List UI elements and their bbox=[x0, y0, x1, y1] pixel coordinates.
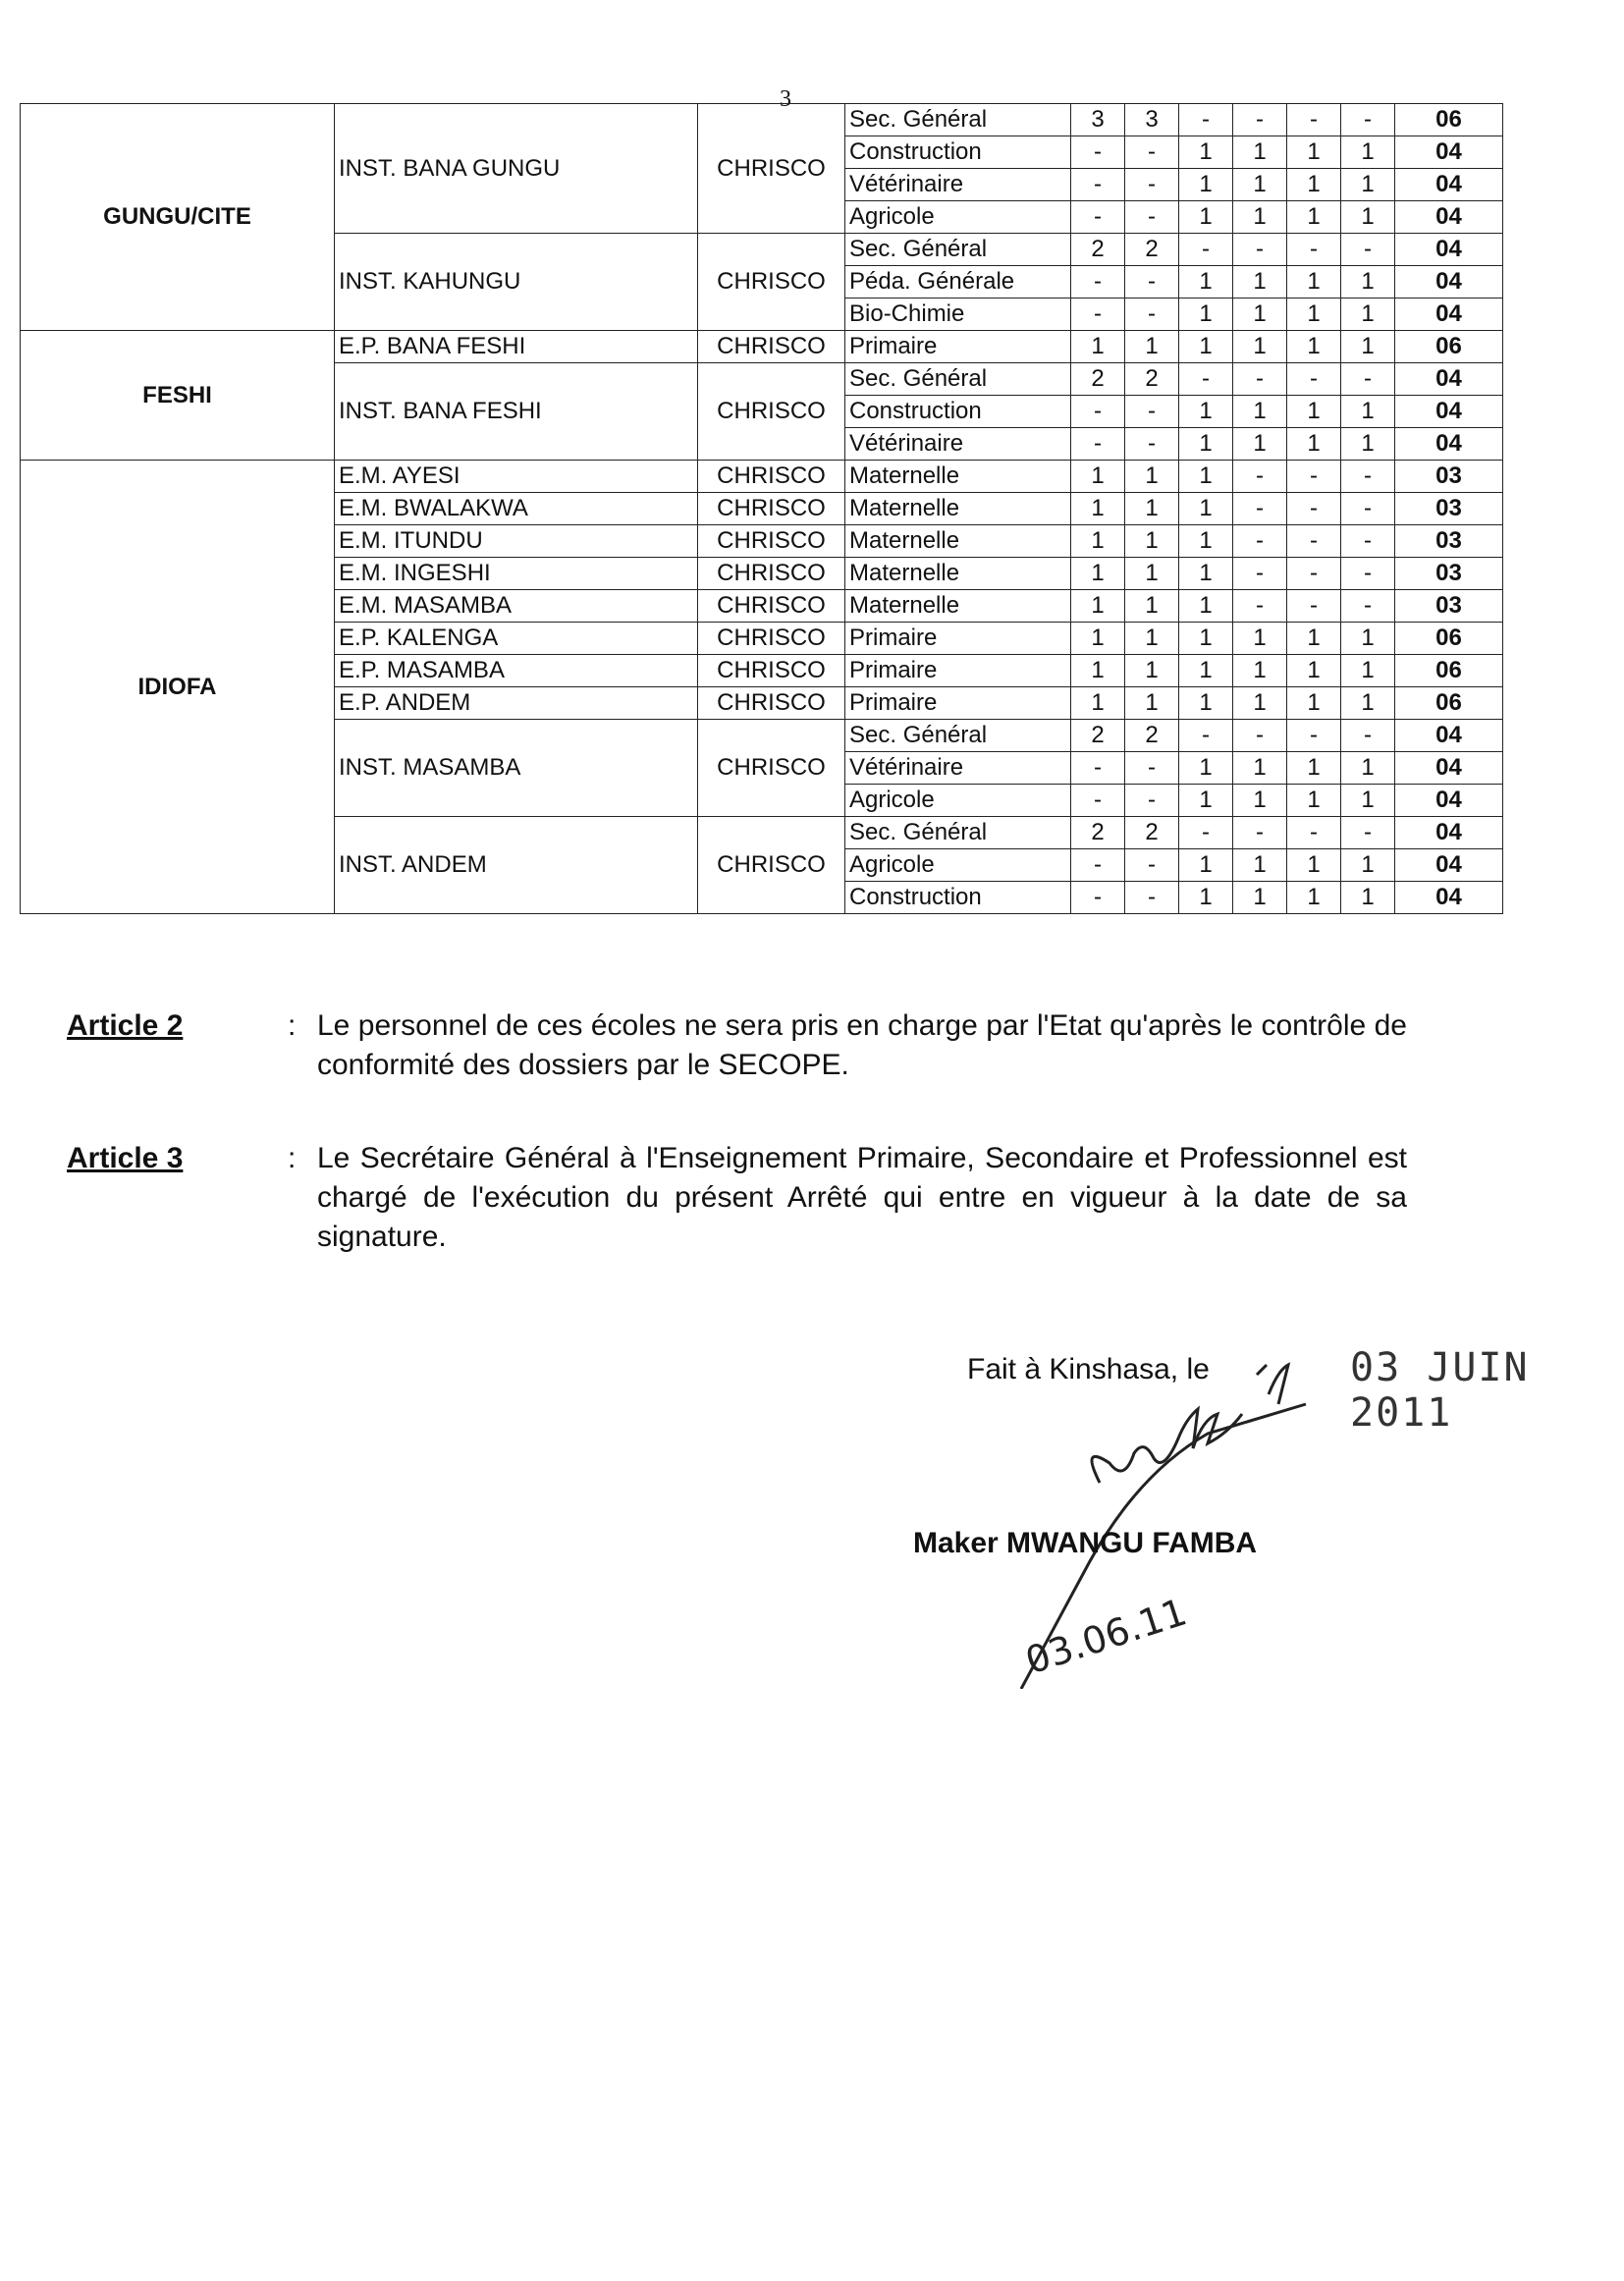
district-cell: FESHI bbox=[21, 331, 335, 461]
value-cell: 1 bbox=[1179, 169, 1233, 201]
district-cell: IDIOFA bbox=[21, 461, 335, 914]
value-cell: 1 bbox=[1071, 623, 1125, 655]
value-cell: 1 bbox=[1233, 882, 1287, 914]
total-cell: 04 bbox=[1395, 396, 1503, 428]
value-cell: - bbox=[1287, 590, 1341, 623]
value-cell: 1 bbox=[1125, 623, 1179, 655]
value-cell: 1 bbox=[1233, 752, 1287, 785]
value-cell: 1 bbox=[1233, 687, 1287, 720]
value-cell: - bbox=[1125, 299, 1179, 331]
value-cell: 1 bbox=[1341, 331, 1395, 363]
article-text: Le personnel de ces écoles ne sera pris en charge par l'Etat qu'après le contrôle de conformité des dossiers par le SECOPE. bbox=[317, 1009, 1407, 1081]
value-cell: 1 bbox=[1287, 136, 1341, 169]
value-cell: 1 bbox=[1179, 201, 1233, 234]
total-cell: 04 bbox=[1395, 299, 1503, 331]
school-cell: INST. BANA GUNGU bbox=[335, 104, 698, 234]
option-cell: Maternelle bbox=[845, 558, 1071, 590]
value-cell: 1 bbox=[1125, 590, 1179, 623]
value-cell: 2 bbox=[1071, 817, 1125, 849]
value-cell: 1 bbox=[1287, 752, 1341, 785]
signatory-name: Maker MWANGU FAMBA bbox=[913, 1527, 1258, 1559]
school-cell: E.M. BWALAKWA bbox=[335, 493, 698, 525]
value-cell: 1 bbox=[1341, 752, 1395, 785]
school-cell: E.P. BANA FESHI bbox=[335, 331, 698, 363]
option-cell: Agricole bbox=[845, 849, 1071, 882]
value-cell: 1 bbox=[1341, 428, 1395, 461]
total-cell: 04 bbox=[1395, 136, 1503, 169]
value-cell: 1 bbox=[1071, 525, 1125, 558]
value-cell: 1 bbox=[1287, 623, 1341, 655]
value-cell: - bbox=[1287, 817, 1341, 849]
option-cell: Maternelle bbox=[845, 590, 1071, 623]
value-cell: 1 bbox=[1341, 169, 1395, 201]
value-cell: 1 bbox=[1125, 655, 1179, 687]
value-cell: - bbox=[1341, 104, 1395, 136]
value-cell: 1 bbox=[1287, 882, 1341, 914]
value-cell: - bbox=[1233, 461, 1287, 493]
network-cell: CHRISCO bbox=[698, 461, 845, 493]
value-cell: 1 bbox=[1287, 785, 1341, 817]
value-cell: 1 bbox=[1179, 752, 1233, 785]
value-cell: 1 bbox=[1341, 136, 1395, 169]
total-cell: 04 bbox=[1395, 234, 1503, 266]
value-cell: 1 bbox=[1233, 169, 1287, 201]
value-cell: 3 bbox=[1125, 104, 1179, 136]
network-cell: CHRISCO bbox=[698, 817, 845, 914]
school-cell: E.M. INGESHI bbox=[335, 558, 698, 590]
handwritten-date: 03.06.11 bbox=[1020, 1590, 1192, 1683]
value-cell: - bbox=[1341, 461, 1395, 493]
value-cell: - bbox=[1287, 104, 1341, 136]
option-cell: Agricole bbox=[845, 201, 1071, 234]
network-cell: CHRISCO bbox=[698, 558, 845, 590]
value-cell: 1 bbox=[1341, 882, 1395, 914]
value-cell: - bbox=[1125, 396, 1179, 428]
option-cell: Sec. Général bbox=[845, 104, 1071, 136]
value-cell: - bbox=[1233, 525, 1287, 558]
value-cell: - bbox=[1287, 558, 1341, 590]
total-cell: 04 bbox=[1395, 882, 1503, 914]
value-cell: 1 bbox=[1341, 849, 1395, 882]
option-cell: Péda. Générale bbox=[845, 266, 1071, 299]
network-cell: CHRISCO bbox=[698, 104, 845, 234]
total-cell: 04 bbox=[1395, 785, 1503, 817]
value-cell: - bbox=[1125, 882, 1179, 914]
value-cell: - bbox=[1233, 558, 1287, 590]
total-cell: 03 bbox=[1395, 590, 1503, 623]
value-cell: 1 bbox=[1125, 558, 1179, 590]
value-cell: - bbox=[1233, 363, 1287, 396]
value-cell: - bbox=[1125, 785, 1179, 817]
option-cell: Construction bbox=[845, 396, 1071, 428]
value-cell: 1 bbox=[1287, 201, 1341, 234]
value-cell: - bbox=[1179, 363, 1233, 396]
value-cell: 1 bbox=[1287, 299, 1341, 331]
article-colon: : bbox=[288, 1142, 297, 1174]
value-cell: 1 bbox=[1179, 655, 1233, 687]
option-cell: Vétérinaire bbox=[845, 752, 1071, 785]
article-label: Article 3 bbox=[67, 1142, 184, 1174]
value-cell: 1 bbox=[1341, 687, 1395, 720]
total-cell: 06 bbox=[1395, 331, 1503, 363]
value-cell: 1 bbox=[1179, 299, 1233, 331]
option-cell: Vétérinaire bbox=[845, 169, 1071, 201]
option-cell: Sec. Général bbox=[845, 234, 1071, 266]
school-cell: E.M. AYESI bbox=[335, 461, 698, 493]
value-cell: - bbox=[1071, 428, 1125, 461]
value-cell: 1 bbox=[1071, 331, 1125, 363]
value-cell: 1 bbox=[1071, 461, 1125, 493]
value-cell: - bbox=[1341, 558, 1395, 590]
value-cell: - bbox=[1233, 493, 1287, 525]
article-text: Le Secrétaire Général à l'Enseignement Primaire, Secondaire et Professionnel est chargé de l'exécution du présent Arrêté qui entre en vigueur à la date de sa signature. bbox=[317, 1142, 1407, 1253]
value-cell: 1 bbox=[1179, 493, 1233, 525]
value-cell: - bbox=[1287, 525, 1341, 558]
page-number: 3 bbox=[780, 86, 791, 112]
value-cell: 1 bbox=[1179, 687, 1233, 720]
total-cell: 04 bbox=[1395, 720, 1503, 752]
school-cell: INST. MASAMBA bbox=[335, 720, 698, 817]
value-cell: 1 bbox=[1179, 331, 1233, 363]
value-cell: - bbox=[1125, 201, 1179, 234]
value-cell: 1 bbox=[1179, 428, 1233, 461]
school-cell: E.M. MASAMBA bbox=[335, 590, 698, 623]
value-cell: 1 bbox=[1233, 623, 1287, 655]
value-cell: 1 bbox=[1125, 525, 1179, 558]
value-cell: 1 bbox=[1341, 299, 1395, 331]
network-cell: CHRISCO bbox=[698, 363, 845, 461]
option-cell: Maternelle bbox=[845, 461, 1071, 493]
network-cell: CHRISCO bbox=[698, 525, 845, 558]
total-cell: 03 bbox=[1395, 525, 1503, 558]
option-cell: Sec. Général bbox=[845, 720, 1071, 752]
table-row bbox=[21, 104, 1503, 136]
value-cell: - bbox=[1179, 720, 1233, 752]
value-cell: - bbox=[1071, 201, 1125, 234]
school-cell: INST. ANDEM bbox=[335, 817, 698, 914]
network-cell: CHRISCO bbox=[698, 331, 845, 363]
network-cell: CHRISCO bbox=[698, 655, 845, 687]
value-cell: 1 bbox=[1233, 299, 1287, 331]
value-cell: 2 bbox=[1071, 363, 1125, 396]
value-cell: 1 bbox=[1179, 849, 1233, 882]
value-cell: - bbox=[1341, 363, 1395, 396]
value-cell: 1 bbox=[1287, 687, 1341, 720]
school-cell: E.P. MASAMBA bbox=[335, 655, 698, 687]
option-cell: Vétérinaire bbox=[845, 428, 1071, 461]
value-cell: - bbox=[1071, 266, 1125, 299]
value-cell: - bbox=[1233, 234, 1287, 266]
value-cell: 1 bbox=[1179, 396, 1233, 428]
value-cell: 1 bbox=[1071, 655, 1125, 687]
value-cell: - bbox=[1287, 363, 1341, 396]
school-cell: E.P. ANDEM bbox=[335, 687, 698, 720]
value-cell: - bbox=[1179, 234, 1233, 266]
school-cell: E.P. KALENGA bbox=[335, 623, 698, 655]
value-cell: - bbox=[1287, 234, 1341, 266]
value-cell: 1 bbox=[1125, 493, 1179, 525]
value-cell: - bbox=[1125, 849, 1179, 882]
value-cell: 1 bbox=[1341, 266, 1395, 299]
table-row bbox=[21, 461, 1503, 493]
value-cell: - bbox=[1233, 720, 1287, 752]
total-cell: 04 bbox=[1395, 752, 1503, 785]
value-cell: 1 bbox=[1179, 882, 1233, 914]
article-colon: : bbox=[288, 1009, 297, 1042]
option-cell: Sec. Général bbox=[845, 363, 1071, 396]
value-cell: 1 bbox=[1179, 558, 1233, 590]
value-cell: 2 bbox=[1125, 234, 1179, 266]
option-cell: Primaire bbox=[845, 623, 1071, 655]
value-cell: - bbox=[1287, 493, 1341, 525]
value-cell: 1 bbox=[1287, 331, 1341, 363]
value-cell: 1 bbox=[1179, 266, 1233, 299]
value-cell: 1 bbox=[1233, 849, 1287, 882]
value-cell: 1 bbox=[1287, 655, 1341, 687]
value-cell: - bbox=[1125, 752, 1179, 785]
value-cell: 1 bbox=[1341, 396, 1395, 428]
value-cell: 2 bbox=[1125, 363, 1179, 396]
value-cell: 3 bbox=[1071, 104, 1125, 136]
value-cell: 1 bbox=[1233, 136, 1287, 169]
option-cell: Primaire bbox=[845, 331, 1071, 363]
option-cell: Construction bbox=[845, 136, 1071, 169]
option-cell: Maternelle bbox=[845, 493, 1071, 525]
option-cell: Maternelle bbox=[845, 525, 1071, 558]
date-stamp: 03 JUIN 2011 bbox=[1350, 1345, 1530, 1436]
value-cell: 1 bbox=[1233, 266, 1287, 299]
value-cell: - bbox=[1233, 817, 1287, 849]
value-cell: - bbox=[1071, 752, 1125, 785]
value-cell: 1 bbox=[1233, 655, 1287, 687]
table-row bbox=[21, 331, 1503, 363]
value-cell: 1 bbox=[1179, 525, 1233, 558]
total-cell: 03 bbox=[1395, 493, 1503, 525]
article-label: Article 2 bbox=[67, 1009, 184, 1042]
value-cell: 1 bbox=[1179, 461, 1233, 493]
value-cell: - bbox=[1071, 882, 1125, 914]
value-cell: - bbox=[1287, 720, 1341, 752]
value-cell: 1 bbox=[1233, 396, 1287, 428]
value-cell: 1 bbox=[1341, 785, 1395, 817]
total-cell: 06 bbox=[1395, 104, 1503, 136]
total-cell: 04 bbox=[1395, 201, 1503, 234]
place-date-line: Fait à Kinshasa, le bbox=[967, 1353, 1210, 1385]
value-cell: 1 bbox=[1071, 590, 1125, 623]
value-cell: 1 bbox=[1179, 785, 1233, 817]
value-cell: 1 bbox=[1287, 428, 1341, 461]
value-cell: 2 bbox=[1071, 234, 1125, 266]
value-cell: 1 bbox=[1287, 396, 1341, 428]
network-cell: CHRISCO bbox=[698, 234, 845, 331]
total-cell: 04 bbox=[1395, 266, 1503, 299]
value-cell: 1 bbox=[1287, 169, 1341, 201]
value-cell: 1 bbox=[1179, 136, 1233, 169]
option-cell: Agricole bbox=[845, 785, 1071, 817]
value-cell: 2 bbox=[1071, 720, 1125, 752]
total-cell: 03 bbox=[1395, 558, 1503, 590]
value-cell: - bbox=[1125, 169, 1179, 201]
value-cell: 1 bbox=[1233, 201, 1287, 234]
value-cell: - bbox=[1179, 104, 1233, 136]
value-cell: 1 bbox=[1125, 461, 1179, 493]
value-cell: - bbox=[1071, 169, 1125, 201]
network-cell: CHRISCO bbox=[698, 590, 845, 623]
option-cell: Sec. Général bbox=[845, 817, 1071, 849]
value-cell: - bbox=[1071, 785, 1125, 817]
value-cell: - bbox=[1179, 817, 1233, 849]
value-cell: - bbox=[1341, 525, 1395, 558]
network-cell: CHRISCO bbox=[698, 687, 845, 720]
total-cell: 06 bbox=[1395, 655, 1503, 687]
value-cell: - bbox=[1341, 817, 1395, 849]
value-cell: 1 bbox=[1125, 331, 1179, 363]
value-cell: - bbox=[1287, 461, 1341, 493]
school-cell: INST. KAHUNGU bbox=[335, 234, 698, 331]
value-cell: - bbox=[1233, 104, 1287, 136]
value-cell: 1 bbox=[1179, 590, 1233, 623]
value-cell: - bbox=[1071, 299, 1125, 331]
value-cell: 1 bbox=[1341, 201, 1395, 234]
school-cell: INST. BANA FESHI bbox=[335, 363, 698, 461]
value-cell: - bbox=[1341, 234, 1395, 266]
school-cell: E.M. ITUNDU bbox=[335, 525, 698, 558]
value-cell: - bbox=[1071, 396, 1125, 428]
network-cell: CHRISCO bbox=[698, 493, 845, 525]
signature-image bbox=[884, 1355, 1355, 1689]
value-cell: 2 bbox=[1125, 720, 1179, 752]
value-cell: - bbox=[1233, 590, 1287, 623]
value-cell: - bbox=[1341, 590, 1395, 623]
value-cell: - bbox=[1071, 136, 1125, 169]
value-cell: 1 bbox=[1071, 687, 1125, 720]
value-cell: 1 bbox=[1071, 493, 1125, 525]
option-cell: Primaire bbox=[845, 687, 1071, 720]
value-cell: 1 bbox=[1341, 623, 1395, 655]
value-cell: 1 bbox=[1341, 655, 1395, 687]
total-cell: 04 bbox=[1395, 428, 1503, 461]
value-cell: - bbox=[1125, 428, 1179, 461]
total-cell: 04 bbox=[1395, 849, 1503, 882]
total-cell: 04 bbox=[1395, 817, 1503, 849]
value-cell: 1 bbox=[1287, 266, 1341, 299]
schools-table bbox=[20, 103, 1503, 914]
value-cell: 1 bbox=[1233, 428, 1287, 461]
total-cell: 06 bbox=[1395, 687, 1503, 720]
value-cell: - bbox=[1125, 136, 1179, 169]
total-cell: 04 bbox=[1395, 169, 1503, 201]
value-cell: 1 bbox=[1071, 558, 1125, 590]
value-cell: 1 bbox=[1287, 849, 1341, 882]
value-cell: 1 bbox=[1233, 785, 1287, 817]
option-cell: Bio-Chimie bbox=[845, 299, 1071, 331]
district-cell: GUNGU/CITE bbox=[21, 104, 335, 331]
total-cell: 06 bbox=[1395, 623, 1503, 655]
total-cell: 04 bbox=[1395, 363, 1503, 396]
option-cell: Construction bbox=[845, 882, 1071, 914]
value-cell: - bbox=[1341, 720, 1395, 752]
value-cell: 1 bbox=[1125, 687, 1179, 720]
option-cell: Primaire bbox=[845, 655, 1071, 687]
value-cell: 2 bbox=[1125, 817, 1179, 849]
value-cell: 1 bbox=[1179, 623, 1233, 655]
value-cell: 1 bbox=[1233, 331, 1287, 363]
network-cell: CHRISCO bbox=[698, 720, 845, 817]
value-cell: - bbox=[1341, 493, 1395, 525]
value-cell: - bbox=[1071, 849, 1125, 882]
total-cell: 03 bbox=[1395, 461, 1503, 493]
network-cell: CHRISCO bbox=[698, 623, 845, 655]
value-cell: - bbox=[1125, 266, 1179, 299]
